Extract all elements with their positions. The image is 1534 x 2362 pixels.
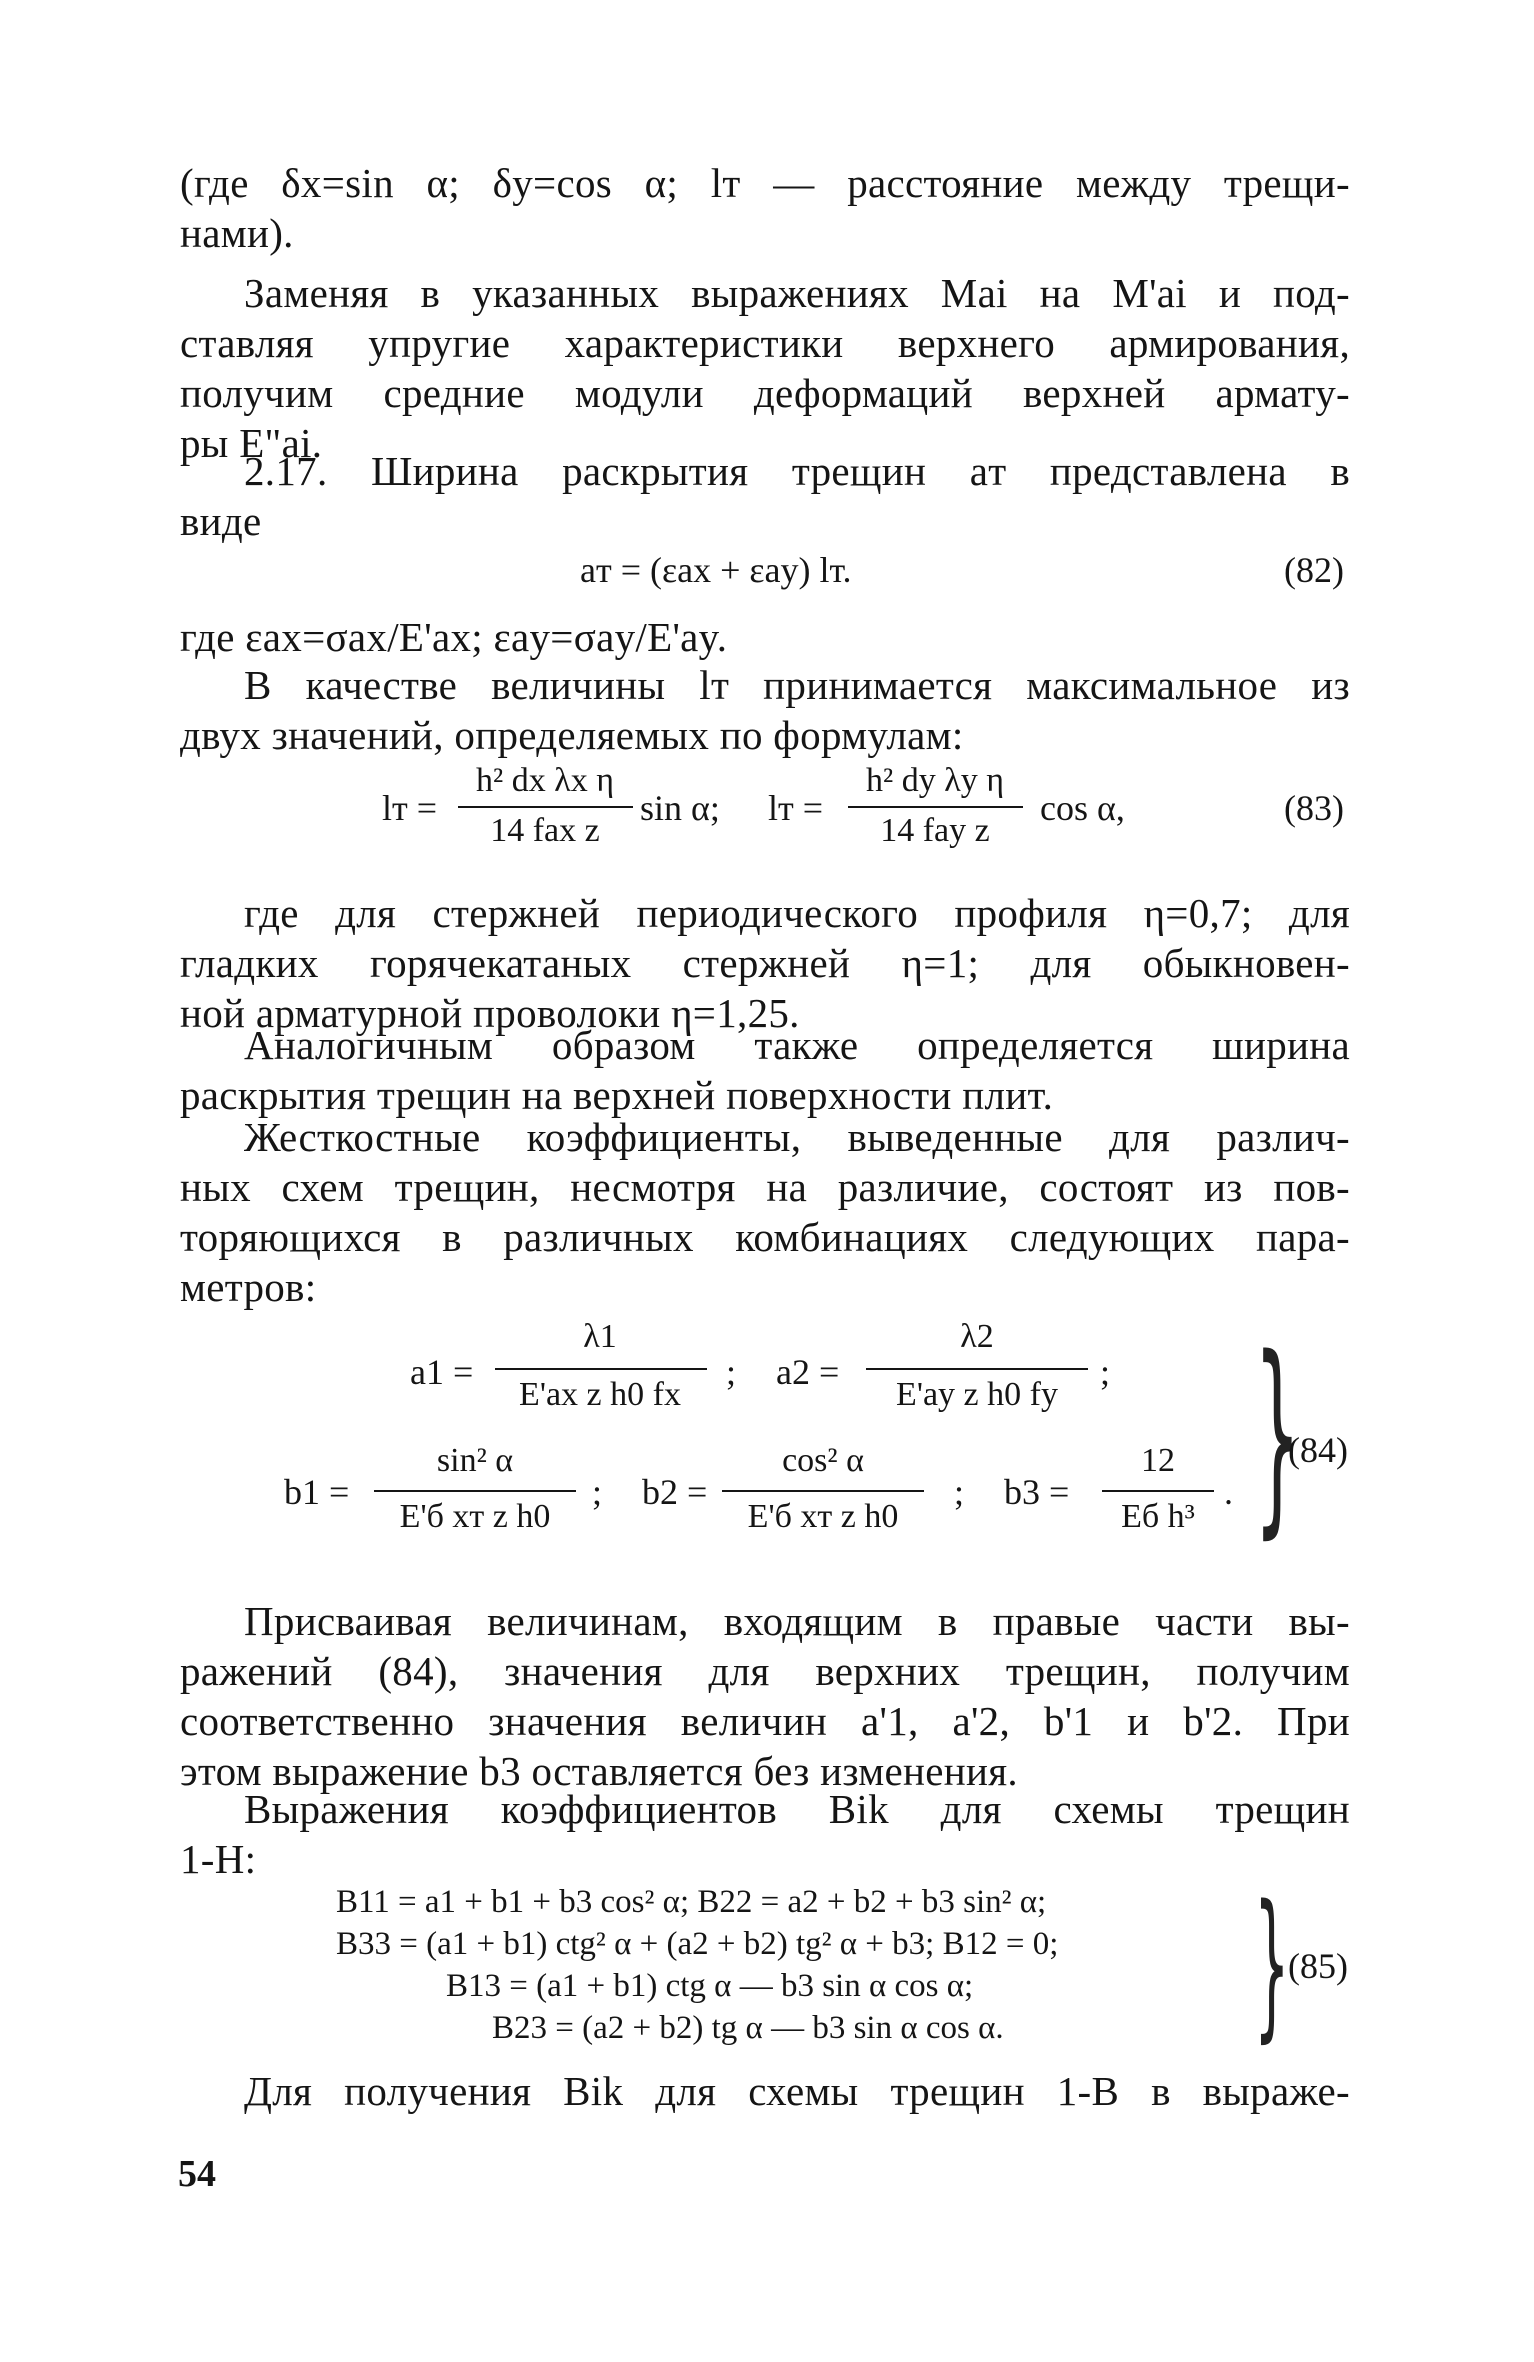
- right-brace: }: [1254, 1312, 1301, 1557]
- eq84-b2-lhs: b2 =: [642, 1472, 708, 1512]
- eq84-b1-den: E'б xт z h0: [399, 1498, 551, 1535]
- eq84-end: .: [1224, 1472, 1233, 1512]
- eq83-tail2: cos α,: [1040, 788, 1125, 828]
- eq84-b3-num: 12: [1141, 1442, 1175, 1479]
- eq84-a1-num: λ1: [583, 1318, 617, 1355]
- eq84-sep1: ;: [726, 1352, 737, 1392]
- eq83-num1: h² dx λx η: [476, 762, 614, 799]
- eq84-sep4: ;: [954, 1472, 965, 1512]
- text-line: Жесткостные коэффициенты, выведенные для различ-: [244, 1114, 1350, 1160]
- eq83-lhs1: lт =: [382, 788, 438, 828]
- eq83-lhs2: lт =: [768, 788, 824, 828]
- page-number: 54: [178, 2153, 216, 2195]
- eq84-sep2: ;: [1100, 1352, 1111, 1392]
- eq83-num2: h² dy λy η: [866, 762, 1004, 799]
- text-line: двух значений, определяемых по формулам:: [180, 712, 964, 758]
- equation-number-85: (85): [1288, 1946, 1348, 1986]
- right-brace: }: [1254, 1870, 1290, 2057]
- eq83-tail1: sin α;: [640, 788, 720, 828]
- text-line: где εax=σax/E'ax; εay=σay/E'ay.: [180, 614, 728, 660]
- eq84-b1-num: sin² α: [436, 1442, 514, 1479]
- fraction-bar: [848, 806, 1023, 808]
- fraction-bar: [458, 806, 633, 808]
- text-line: ражений (84), значения для верхних трещин, получим: [180, 1648, 1350, 1694]
- text-line: метров:: [180, 1264, 317, 1310]
- text-line: Аналогичным образом также определяется ширина: [244, 1022, 1350, 1068]
- eq84-b2-num: cos² α: [782, 1442, 864, 1479]
- eq85-line1: B11 = a1 + b1 + b3 cos² α; B22 = a2 + b2 + b3 sin² α;: [336, 1884, 1047, 1920]
- eq84-a2-den: E'ay z h0 fy: [896, 1376, 1058, 1413]
- fraction-bar: [1102, 1490, 1214, 1492]
- text-line: виде: [180, 498, 262, 544]
- text-line: ной арматурной проволоки η=1,25.: [180, 990, 800, 1036]
- text-line: 1-Н:: [180, 1836, 257, 1882]
- text-line: гладких горячекатаных стержней η=1; для обыкновен-: [180, 940, 1350, 986]
- eq83-den2: 14 fay z: [880, 812, 990, 849]
- equation-82: aт = (εax + εay) lт.: [580, 550, 852, 590]
- fraction-bar: [495, 1368, 707, 1370]
- equation-number-83: (83): [1284, 788, 1344, 828]
- eq85-line2: B33 = (a1 + b1) ctg² α + (a2 + b2) tg² α + b3; B12 = 0;: [336, 1926, 1059, 1962]
- text-line: раскрытия трещин на верхней поверхности плит.: [180, 1072, 1054, 1118]
- fraction-bar: [374, 1490, 576, 1492]
- fraction-bar: [722, 1490, 924, 1492]
- eq84-a2-num: λ2: [960, 1318, 994, 1355]
- eq84-b1-lhs: b1 =: [284, 1472, 350, 1512]
- text-line: Присваивая величинам, входящим в правые части вы-: [244, 1598, 1350, 1644]
- eq84-sep3: ;: [592, 1472, 603, 1512]
- eq85-line4: B23 = (a2 + b2) tg α — b3 sin α cos α.: [492, 2010, 1004, 2046]
- section-heading-line: 2.17. Ширина раскрытия трещин aт представлена в: [244, 448, 1350, 494]
- text-line: Выражения коэффициентов Bik для схемы трещин: [244, 1786, 1350, 1832]
- text-line: ры E"ai.: [180, 420, 323, 466]
- text-line: ставляя упругие характеристики верхнего армирования,: [180, 320, 1350, 366]
- eq84-a2-lhs: a2 =: [776, 1352, 840, 1392]
- eq84-b3-lhs: b3 =: [1004, 1472, 1070, 1512]
- text-line: торяющихся в различных комбинациях следующих пара-: [180, 1214, 1350, 1260]
- text-line: В качестве величины lт принимается максимальное из: [244, 662, 1350, 708]
- text-line: Для получения Bik для схемы трещин 1-В в выраже-: [244, 2068, 1350, 2114]
- eq84-b2-den: E'б xт z h0: [747, 1498, 899, 1535]
- equation-number-82: (82): [1284, 550, 1344, 590]
- eq84-a1-lhs: a1 =: [410, 1352, 474, 1392]
- eq83-den1: 14 fax z: [490, 812, 600, 849]
- equation-number-84: (84): [1288, 1430, 1348, 1470]
- text-line: ных схем трещин, несмотря на различие, состоят из пов-: [180, 1164, 1350, 1210]
- fraction-bar: [866, 1368, 1088, 1370]
- text-line: нами).: [180, 210, 294, 256]
- text-line: где для стержней периодического профиля η=0,7; для: [244, 890, 1350, 936]
- text-line: этом выражение b3 оставляется без изменения.: [180, 1748, 1018, 1794]
- eq84-b3-den: Eб h³: [1121, 1498, 1195, 1535]
- text-line: получим средние модули деформаций верхней армату-: [180, 370, 1350, 416]
- text-line: (где δx=sin α; δy=cos α; lт — расстояние между трещи-: [180, 160, 1350, 206]
- eq84-a1-den: E'ax z h0 fx: [519, 1376, 681, 1413]
- text-line: соответственно значения величин a'1, a'2, b'1 и b'2. При: [180, 1698, 1350, 1744]
- text-line: Заменяя в указанных выражениях Mai на M'ai и под-: [244, 270, 1350, 316]
- eq85-line3: B13 = (a1 + b1) ctg α — b3 sin α cos α;: [446, 1968, 974, 2004]
